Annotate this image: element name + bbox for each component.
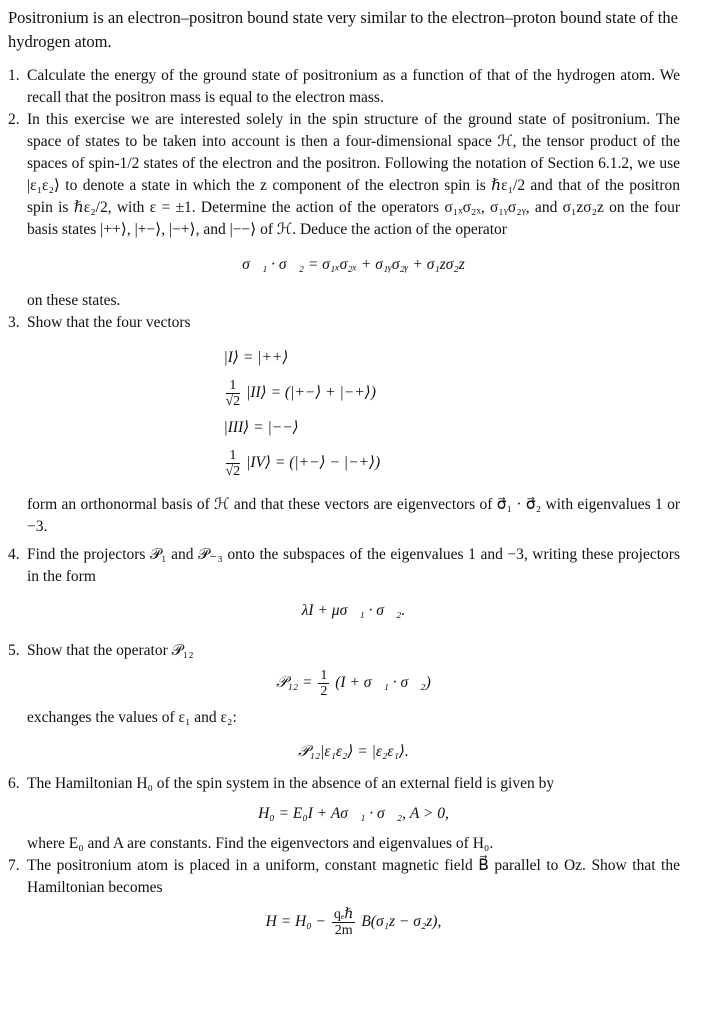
fraction: $\frac{1}{√2}$ (225, 447, 241, 479)
fraction: $\frac{1}{2}$ (320, 668, 328, 699)
equation-spin-product: σ⃗₁ · σ⃗₂ = σ₁ₓσ₂ₓ + σ₁ᵧσ₂ᵧ + σ₁zσ₂z (242, 256, 465, 273)
problem-4 (8, 544, 680, 622)
vector-III: |III⟩ = |−−⟩ (223, 419, 299, 436)
problem-number: 3. (8, 314, 20, 331)
problem-text-after: exchanges the values of ε₁ and ε₂: (27, 709, 237, 726)
problem-number: 5. (8, 642, 20, 659)
equation-hamiltonian-field: H = H₀ − $\frac{\text{qₑℏ}}{2m}$ B(σ₁z − σ₂z), (265, 907, 442, 938)
problem-text-after: form an orthonormal basis of ℋ and that these vectors are eigenvectors of σ⃗₁ · σ⃗₂ with eigenvalues 1 or −3. (27, 496, 680, 535)
problem-text: Find the projectors 𝒫₁ and 𝒫₋₃ onto the subspaces of the eigenvalues 1 and −3, writing these projectors in the form (27, 546, 680, 585)
problem-3 (8, 312, 680, 538)
problem-7 (8, 855, 680, 938)
vector-IV: $\frac{1}{√2}$ |IV⟩ = (|+−⟩ − |−+⟩) (225, 447, 381, 479)
problem-text: Calculate the energy of the ground state of positronium as a function of that of the hydrogen atom. We recall that the positron mass is equal to the electron mass. (27, 67, 680, 106)
vector-I: |I⟩ = |++⟩ (223, 349, 289, 366)
problem-number: 1. (8, 67, 20, 84)
equation-exchange-action: 𝒫₁₂|ε₁ε₂⟩ = |ε₂ε₁⟩. (298, 743, 409, 760)
fraction: $\frac{\text{qₑℏ}}{2m}$ (333, 907, 354, 938)
equation-projector-form: λI + μσ⃗₁ · σ⃗₂. (301, 602, 406, 619)
problem-text: Show that the operator 𝒫₁₂ (27, 642, 194, 659)
problem-number: 2. (8, 111, 20, 128)
problem-5 (8, 640, 680, 763)
equation-hamiltonian: H₀ = E₀I + Aσ⃗₁ · σ⃗₂, A > 0, (258, 805, 449, 822)
vector-II: $\frac{1}{√2}$ |II⟩ = (|+−⟩ + |−+⟩) (225, 377, 376, 409)
problem-number: 6. (8, 775, 20, 792)
fraction: $\frac{1}{√2}$ (225, 377, 241, 409)
intro-paragraph: Positronium is an electron–positron bound state very similar to the electron–proton bound state of the hydrogen atom. (8, 8, 678, 51)
problem-2 (8, 109, 680, 312)
problem-number: 7. (8, 857, 20, 874)
problem-text: Show that the four vectors (27, 314, 191, 331)
problem-1 (8, 65, 680, 109)
problem-6 (8, 773, 680, 855)
problem-text-after: on these states. (27, 292, 121, 309)
problem-text: The Hamiltonian H₀ of the spin system in the absence of an external field is given by (27, 775, 555, 792)
problem-number: 4. (8, 546, 20, 563)
problem-text: The positronium atom is placed in a uniform, constant magnetic field B⃗ parallel to Oz. Show that the Hamiltonian becomes (27, 857, 680, 896)
equation-exchange-operator: 𝒫₁₂ = $\frac{1}{2}$ (I + σ⃗₁ · σ⃗₂) (276, 668, 431, 699)
problem-text-after: where E₀ and A are constants. Find the eigenvectors and eigenvalues of H₀. (27, 835, 494, 852)
equation-basis-vectors (224, 344, 484, 484)
document (8, 6, 680, 938)
problem-text: In this exercise we are interested solely in the spin structure of the ground state of positronium. The space of states to be taken into account is then a four-dimensional space ℋ, the tensor product of the spaces of spin-1/2 states of the electron and the positron. Following the notation of Section 6.1.2, we use |ε₁ε₂⟩ to denote a state in which the z component of the electron spin is ℏε₁/2 and that of the positron spin is ℏε₂/2, with ε = ±1. Determine the action of the operators σ₁ₓσ₂ₓ, σ₁ᵧσ₂ᵧ, and σ₁zσ₂z on the four basis states |++⟩, |+−⟩, |−+⟩, and |−−⟩ of ℋ. Deduce the action of the operator (27, 111, 680, 238)
